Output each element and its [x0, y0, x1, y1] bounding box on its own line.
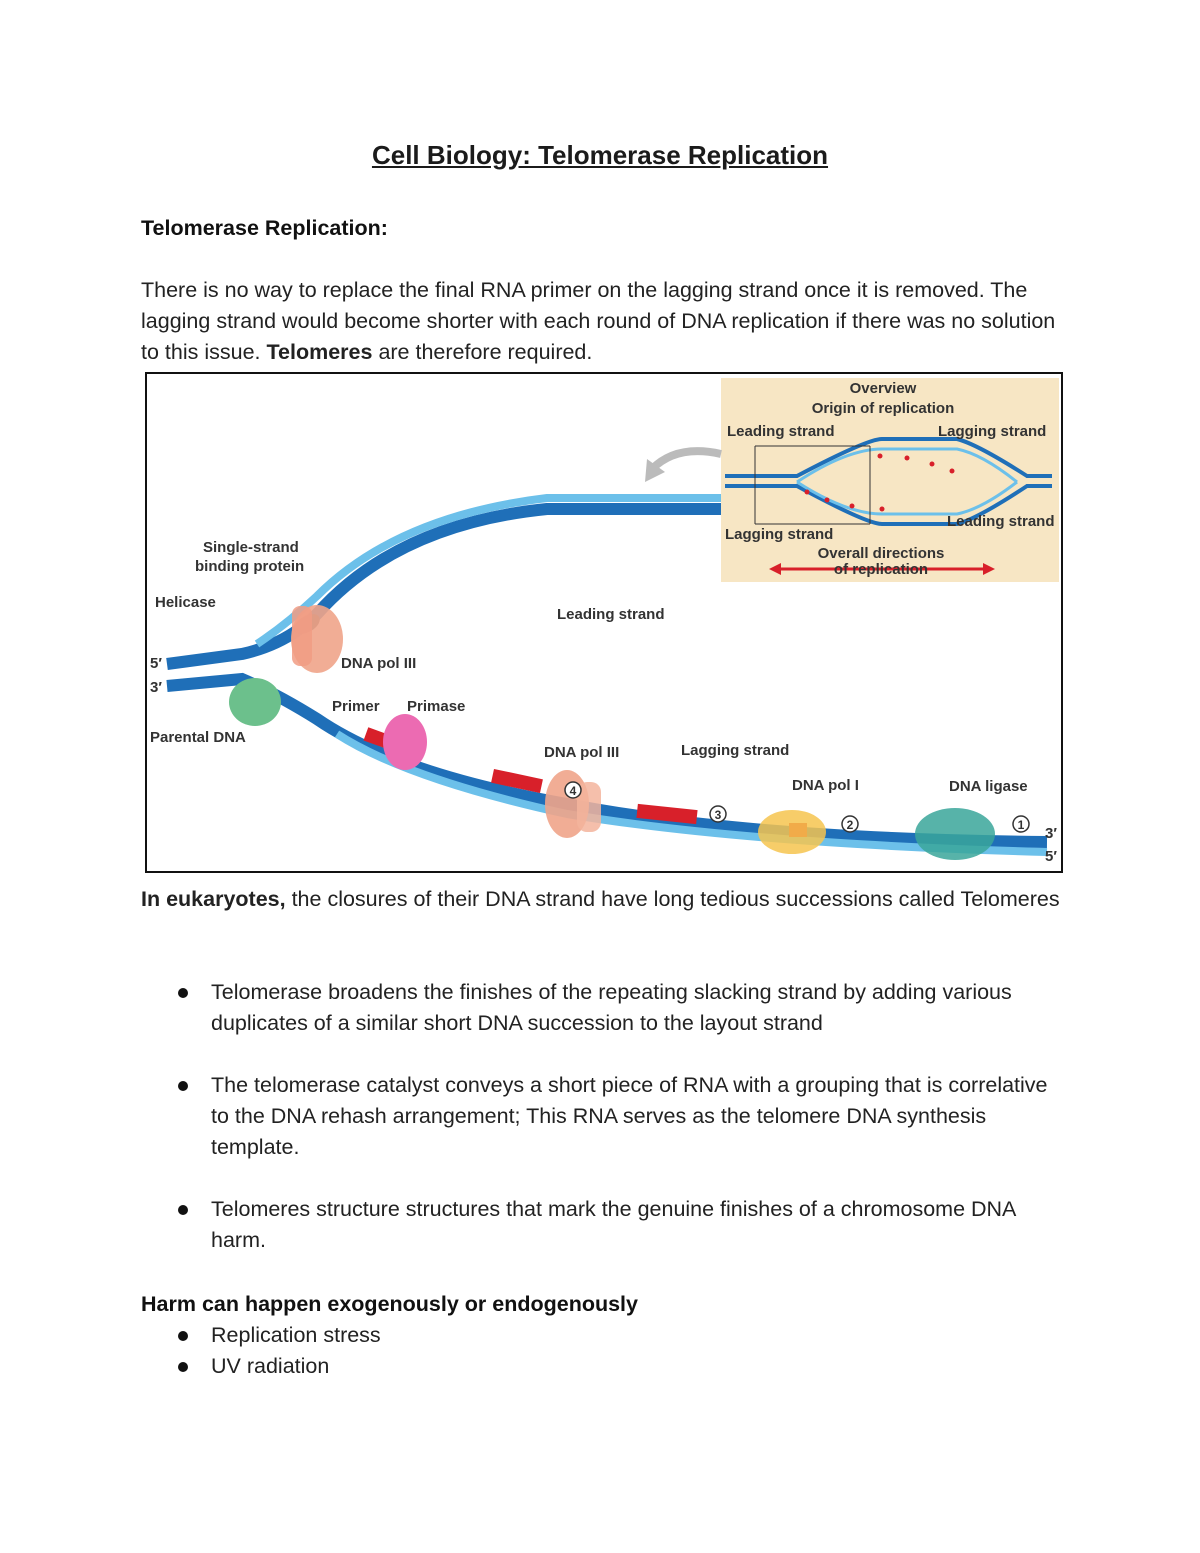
primase-label: Primase — [407, 698, 466, 715]
pol3-bottom-label: DNA pol III — [544, 744, 620, 761]
three-prime-left: 3′ — [150, 679, 162, 696]
five-prime-left: 5′ — [150, 655, 162, 672]
step-3: 3 — [714, 808, 722, 822]
replication-diagram — [147, 374, 1061, 871]
list-item: Replication stress — [211, 1323, 381, 1347]
ligase-label: DNA ligase — [949, 778, 1028, 795]
harm-heading: Harm can happen exogenously or endogenously — [141, 1292, 638, 1316]
step-1: 1 — [1017, 818, 1025, 832]
eukaryotes-text: the closures of their DNA strand have long tedious successions called Telomeres — [291, 887, 1060, 911]
intro-text: There is no way to replace the final RNA primer on the lagging strand once it is removed. The lagging strand would become shorter with each round of DNA replication if there was no solution to this issue. — [141, 278, 1056, 364]
replication-figure — [145, 372, 1063, 873]
helicase-protein — [229, 678, 281, 726]
ov-lagging-bottom: Lagging strand — [725, 526, 834, 543]
list-item: Telomeres structure structures that mark the genuine finishes of a chromosome DNA harm. — [211, 1197, 1016, 1252]
five-prime-right: 5′ — [1045, 848, 1057, 865]
primer-label: Primer — [332, 698, 380, 715]
section-heading: Telomerase Replication: — [141, 216, 388, 240]
pol1-label: DNA pol I — [792, 777, 859, 794]
ov-leading-bottom: Leading strand — [947, 513, 1055, 530]
intro-text-end: are therefore required. — [378, 340, 593, 364]
step-2: 2 — [846, 818, 854, 832]
helicase-label: Helicase — [155, 594, 216, 611]
leading-strand-label: Leading strand — [557, 606, 665, 623]
origin-label: Origin of replication — [811, 400, 955, 417]
eukaryotes-paragraph — [141, 884, 1071, 915]
intro-bold-term: Telomeres — [266, 340, 373, 364]
intro-paragraph — [141, 275, 1071, 368]
bullet-dot — [178, 1331, 188, 1341]
lagging-strand-label: Lagging strand — [681, 742, 790, 759]
list-item: UV radiation — [211, 1354, 330, 1378]
parental-dna-label: Parental DNA — [150, 729, 246, 746]
bullet-dot — [178, 1362, 188, 1372]
ssb-label-2: binding protein — [195, 558, 305, 575]
page-title: Cell Biology: Telomerase Replication — [371, 140, 829, 170]
list-item: Telomerase broadens the finishes of the repeating slacking strand by adding various duplicates of a similar short DNA succession to the layout strand — [211, 980, 1012, 1035]
ov-leading-top: Leading strand — [727, 423, 835, 440]
list-item: The telomerase catalyst conveys a short piece of RNA with a grouping that is correlative to the DNA rehash arrangement; This RNA serves as the telomere DNA synthesis template. — [211, 1073, 1048, 1159]
bullet-dot — [178, 1081, 188, 1091]
bullet-dot — [178, 1205, 188, 1215]
three-prime-right: 3′ — [1045, 825, 1057, 842]
step-4: 4 — [569, 784, 577, 798]
ov-lagging-top: Lagging strand — [938, 423, 1047, 440]
ssb-label-1: Single-strand — [203, 539, 299, 556]
eukaryotes-bold: In eukaryotes, — [141, 887, 286, 911]
directions-line2: of replication — [833, 561, 929, 578]
directions-line1: Overall directions — [817, 545, 945, 562]
bullet-dot — [178, 988, 188, 998]
overview-title: Overview — [849, 380, 917, 397]
pol3-top-label: DNA pol III — [341, 655, 417, 672]
